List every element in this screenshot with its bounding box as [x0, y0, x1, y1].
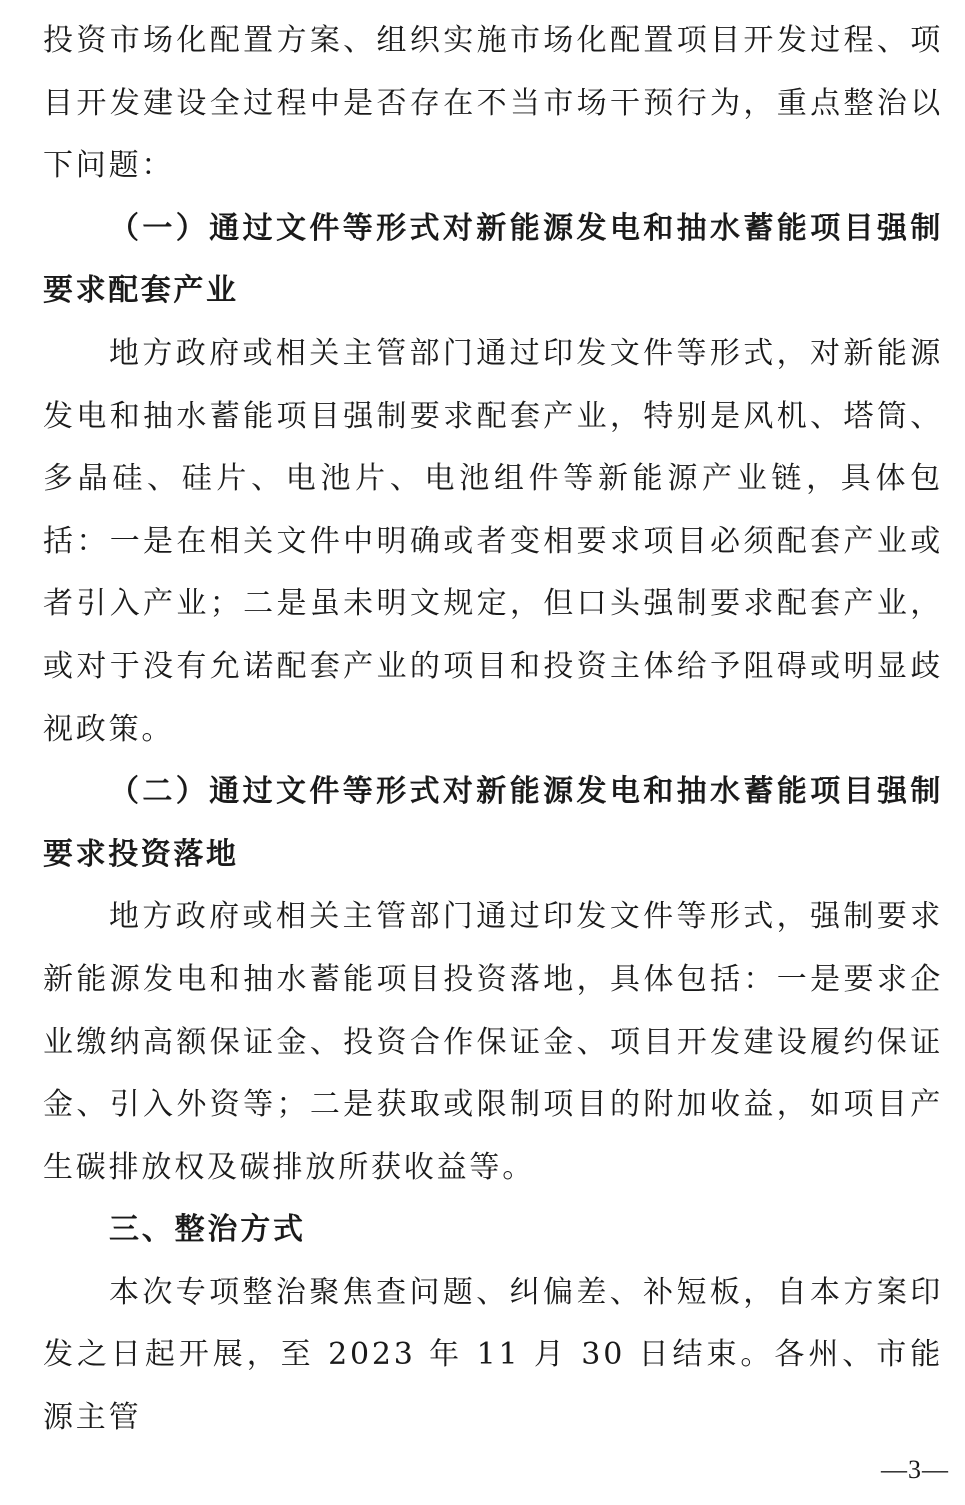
document-body: [43, 10, 943, 1450]
page-number: —3—: [881, 1455, 949, 1484]
heading-item-2: （二）通过文件等形式对新能源发电和抽水蓄能项目强制要求投资落地: [43, 774, 943, 872]
heading-item-1: （一）通过文件等形式对新能源发电和抽水蓄能项目强制要求配套产业: [43, 210, 943, 309]
paragraph-section-3: 本次专项整治聚焦查问题、纠偏差、补短板，自本方案印发之日起开展，至 2023 年 11 月 30 日结束。各州、市能源主管: [43, 1274, 943, 1436]
section-heading: 三、整治方式: [109, 1212, 306, 1248]
paragraph-item-2: 地方政府或相关主管部门通过印发文件等形式，强制要求新能源发电和抽水蓄能项目投资落地，具体包括：一是要求企业缴纳高额保证金、投资合作保证金、项目开发建设履约保证金、引入外资等；二是获取或限制项目的附加收益，如项目产生碳排放权及碳排放所获收益等。: [43, 899, 943, 1185]
paragraph-intro: 投资市场化配置方案、组织实施市场化配置项目开发过程、项目开发建设全过程中是否存在不当市场干预行为，重点整治以下问题：: [43, 23, 943, 184]
paragraph-item-1: 地方政府或相关主管部门通过印发文件等形式，对新能源发电和抽水蓄能项目强制要求配套产业，特别是风机、塔筒、多晶硅、硅片、电池片、电池组件等新能源产业链，具体包括：一是在相关文件中明确或者变相要求项目必须配套产业或者引入产业；二是虽未明文规定，但口头强制要求配套产业，或对于没有允诺配套产业的项目和投资主体给予阻碍或明显歧视政策。: [43, 335, 943, 747]
